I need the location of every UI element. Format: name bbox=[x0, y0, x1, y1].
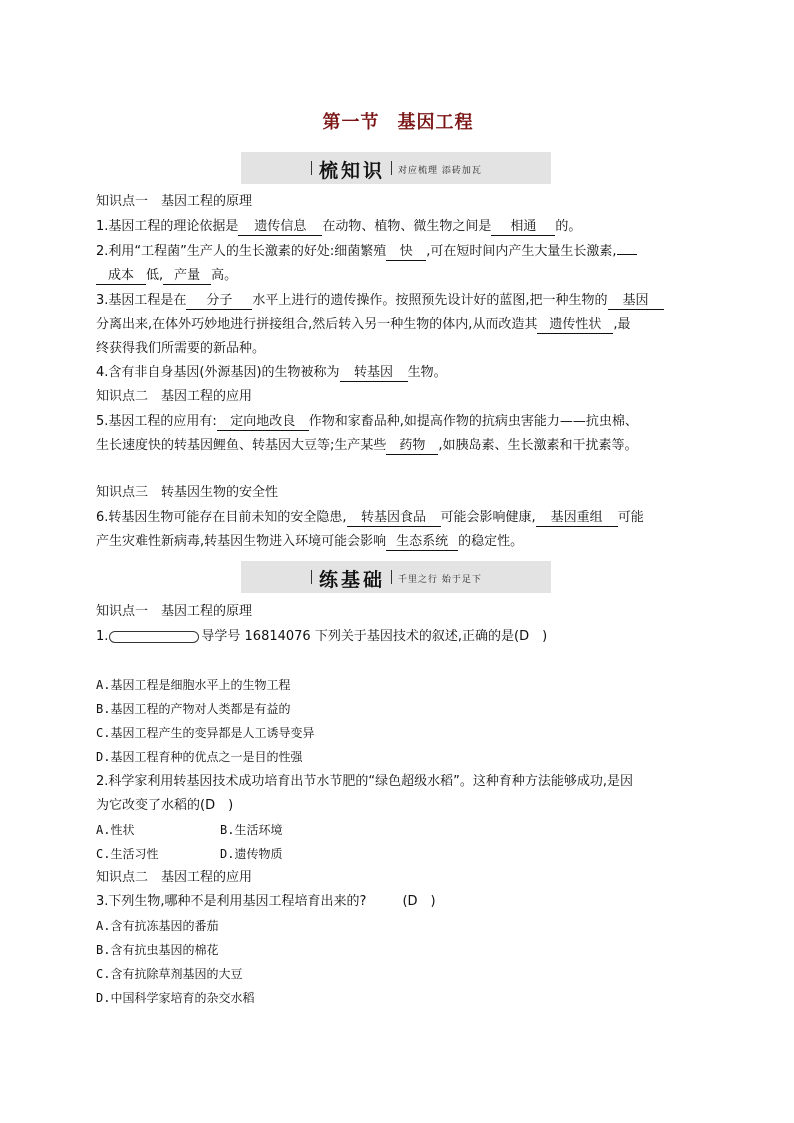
fill-question-2: 2.利用“工程菌”生产人的生长激素的好处:细菌繁殖 快 ,可在短时间内产生大量生长激素, bbox=[96, 242, 637, 262]
answer-blank: 成本 bbox=[96, 268, 146, 285]
option: D.中国科学家培育的杂交水稻 bbox=[96, 991, 255, 1005]
answer-blank: 药物 bbox=[386, 438, 438, 455]
knowledge-point-heading: 知识点二 基因工程的应用 bbox=[96, 870, 253, 885]
fill-question-1: 1.基因工程的理论依据是 遗传信息 在动物、植物、微生物之间是 相通 的。 bbox=[96, 219, 582, 234]
option: B.生活环境 bbox=[220, 823, 283, 837]
answer-blank: 定向地改良 bbox=[217, 414, 309, 431]
fill-question-4: 4.含有非自身基因(外源基因)的生物被称为 转基因 生物。 bbox=[96, 365, 447, 380]
fill-question-6: 6.转基因生物可能存在目前未知的安全隐患, 转基因食品 可能会影响健康, 基因重组 可能 bbox=[96, 510, 644, 525]
answer-blank: 遗传性状 bbox=[537, 317, 613, 334]
fill-question-3-cont: 分离出来,在体外巧妙地进行拼接组合,然后转入另一种生物的体内,从而改造其 遗传性状 ,最 bbox=[96, 317, 631, 332]
answer-blank: 转基因 bbox=[340, 365, 408, 382]
answer-mark: (D ) bbox=[402, 894, 436, 909]
answer-blank: 生态系统 bbox=[386, 534, 458, 551]
exercise-3-stem: 3.下列生物,哪种不是利用基因工程培育出来的? (D ) bbox=[96, 894, 436, 909]
banner-divider bbox=[391, 570, 392, 584]
option: A.含有抗冻基因的番茄 bbox=[96, 919, 219, 933]
knowledge-point-heading: 知识点一 基因工程的原理 bbox=[96, 194, 253, 209]
option: B.基因工程的产物对人类都是有益的 bbox=[96, 702, 291, 716]
option: D.遗传物质 bbox=[220, 847, 283, 861]
option: A.性状 bbox=[96, 823, 135, 837]
answer-blank: 转基因食品 bbox=[347, 510, 441, 527]
answer-blank: 快 bbox=[386, 244, 426, 261]
option: B.含有抗虫基因的棉花 bbox=[96, 943, 219, 957]
answer-blank: 基因重组 bbox=[536, 510, 618, 527]
guide-code-box bbox=[109, 631, 199, 643]
banner-divider bbox=[311, 161, 312, 175]
guide-number: 导学号 16814076 bbox=[201, 629, 311, 644]
banner-divider bbox=[311, 570, 312, 584]
fill-question-5-cont: 生长速度快的转基因鲤鱼、转基因大豆等;生产某些 药物 ,如胰岛素、生长激素和干扰素等。 bbox=[96, 438, 638, 453]
fill-question-5: 5.基因工程的应用有: 定向地改良 作物和家畜品种,如提高作物的抗病虫害能力——抗虫棉、 bbox=[96, 414, 638, 429]
answer-blank: 分子 bbox=[186, 293, 252, 310]
title-section: 第一节 bbox=[322, 112, 380, 133]
answer-blank bbox=[617, 254, 637, 255]
fill-question-2-cont: 成本 低, 产量 高。 bbox=[96, 266, 237, 286]
fill-question-3-cont: 终获得我们所需要的新品种。 bbox=[96, 341, 266, 356]
title-topic: 基因工程 bbox=[397, 112, 474, 133]
banner-title: 梳知识 bbox=[319, 160, 386, 182]
answer-blank: 遗传信息 bbox=[238, 219, 322, 236]
option: A.基因工程是细胞水平上的生物工程 bbox=[96, 678, 291, 692]
banner-title: 练基础 bbox=[319, 569, 386, 591]
fill-question-3: 3.基因工程是在 分子 水平上进行的遗传操作。按照预先设计好的蓝图,把一种生物的 基因 bbox=[96, 291, 664, 311]
option: C.生活习性 bbox=[96, 847, 159, 861]
section-banner-knowledge bbox=[241, 152, 551, 184]
knowledge-point-heading: 知识点二 基因工程的应用 bbox=[96, 389, 253, 404]
option: D.基因工程育种的优点之一是目的性强 bbox=[96, 750, 303, 764]
section-banner-practice bbox=[241, 561, 551, 593]
banner-divider bbox=[391, 161, 392, 175]
banner-subtitle: 对应梳理 添砖加瓦 bbox=[398, 166, 482, 176]
option: C.基因工程产生的变异都是人工诱导变异 bbox=[96, 726, 315, 740]
exercise-2-stem-cont: 为它改变了水稻的(D ) bbox=[96, 798, 234, 813]
answer-blank: 相通 bbox=[491, 219, 555, 236]
exercise-2-stem: 2.科学家利用转基因技术成功培育出节水节肥的“绿色超级水稻”。这种育种方法能够成功,是因 bbox=[96, 774, 634, 789]
option: C.含有抗除草剂基因的大豆 bbox=[96, 967, 243, 981]
banner-subtitle: 千里之行 始于足下 bbox=[398, 575, 482, 585]
fill-question-6-cont: 产生灾难性新病毒,转基因生物进入环境可能会影响 生态系统 的稳定性。 bbox=[96, 534, 524, 549]
answer-blank: 基因 bbox=[608, 293, 664, 310]
answer-blank: 产量 bbox=[163, 268, 211, 285]
page-title bbox=[96, 108, 700, 134]
exercise-1-stem: 1. 导学号 16814076 下列关于基因技术的叙述,正确的是(D ) bbox=[96, 629, 548, 644]
knowledge-point-heading: 知识点一 基因工程的原理 bbox=[96, 604, 253, 619]
knowledge-point-heading: 知识点三 转基因生物的安全性 bbox=[96, 485, 279, 500]
